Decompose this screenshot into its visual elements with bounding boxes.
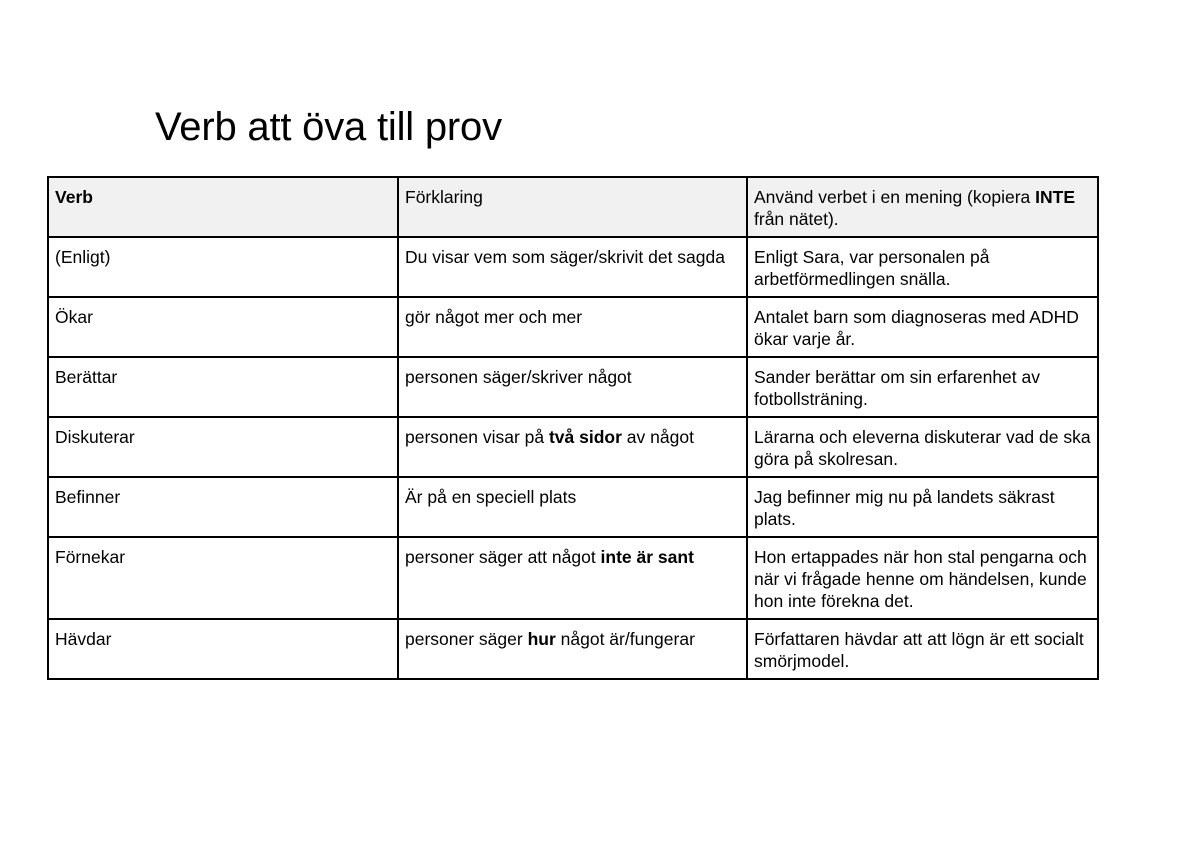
example-sentence-cell: Hon ertappades när hon stal pengarna och när vi frågade henne om händelsen, kunde hon inte förekna det.: [747, 537, 1098, 619]
bold-text-run: hur: [527, 629, 556, 649]
header-cell-explanation: [398, 177, 747, 237]
verb-cell: Befinner: [48, 477, 398, 537]
table-row: [48, 357, 1098, 417]
bold-text-run: Verb: [55, 187, 93, 207]
bold-text-run: inte är sant: [600, 547, 694, 567]
table-row: [48, 417, 1098, 477]
explanation-cell: [398, 357, 747, 417]
explanation-cell: [398, 417, 747, 477]
verb-cell: Berättar: [48, 357, 398, 417]
table-row: [48, 619, 1098, 679]
header-cell-verb: [48, 177, 398, 237]
text-run: Förklaring: [405, 187, 483, 207]
bold-text-run: två sidor: [548, 427, 622, 447]
explanation-cell: [398, 477, 747, 537]
example-sentence-cell: Sander berättar om sin erfarenhet av fotbollsträning.: [747, 357, 1098, 417]
text-run: Använd verbet i en mening (kopiera: [754, 187, 1036, 207]
text-run: personen säger/skriver något: [405, 367, 632, 387]
example-sentence-cell: Jag befinner mig nu på landets säkrast plats.: [747, 477, 1098, 537]
table-row: [48, 237, 1098, 297]
text-run: något är/fungerar: [555, 629, 695, 649]
verb-cell: Hävdar: [48, 619, 398, 679]
text-run: Är på en speciell plats: [405, 487, 577, 507]
verb-table: [47, 176, 1099, 680]
verb-cell: Ökar: [48, 297, 398, 357]
explanation-cell: [398, 237, 747, 297]
example-sentence-cell: Författaren hävdar att att lögn är ett socialt smörjmodel.: [747, 619, 1098, 679]
example-sentence-cell: Enligt Sara, var personalen på arbetförmedlingen snälla.: [747, 237, 1098, 297]
table-header-row: [48, 177, 1098, 237]
header-cell-example: [747, 177, 1098, 237]
verb-cell: Förnekar: [48, 537, 398, 619]
text-run: Du visar vem som säger/skrivit det sagda: [405, 247, 725, 267]
explanation-cell: [398, 619, 747, 679]
text-run: av något: [621, 427, 694, 447]
example-sentence-cell: Lärarna och eleverna diskuterar vad de ska göra på skolresan.: [747, 417, 1098, 477]
table-row: [48, 477, 1098, 537]
example-sentence-cell: Antalet barn som diagnoseras med ADHD ökar varje år.: [747, 297, 1098, 357]
text-run: från nätet).: [754, 209, 839, 229]
text-run: personen visar på: [405, 427, 549, 447]
verb-cell: (Enligt): [48, 237, 398, 297]
text-run: gör något mer och mer: [405, 307, 583, 327]
verb-cell: Diskuterar: [48, 417, 398, 477]
table-body: [48, 177, 1098, 679]
page-title: Verb att öva till prov: [155, 105, 502, 149]
text-run: personer säger: [405, 629, 528, 649]
explanation-cell: [398, 297, 747, 357]
text-run: personer säger att något: [405, 547, 601, 567]
bold-text-run: INTE: [1035, 187, 1076, 207]
table-row: [48, 297, 1098, 357]
table-row: [48, 537, 1098, 619]
explanation-cell: [398, 537, 747, 619]
